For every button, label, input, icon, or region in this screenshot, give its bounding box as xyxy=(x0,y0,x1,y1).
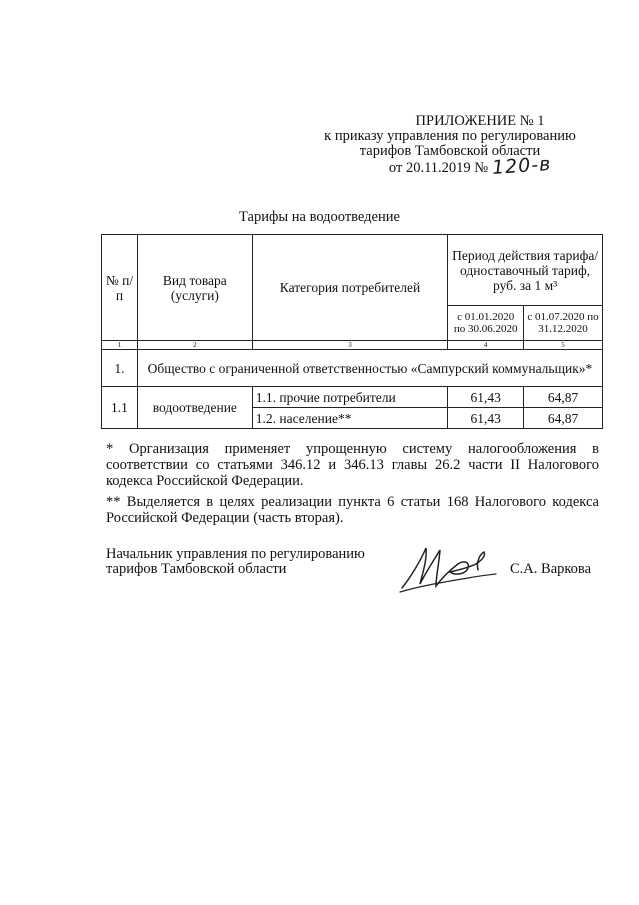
order-reference: к приказу управления по регулированию xyxy=(324,128,576,144)
signatory-name: С.А. Варкова xyxy=(510,561,592,577)
header-number: № п/п xyxy=(102,235,138,341)
footnote: * Организация применяет упрощенную систему налогообложения в соответствии со статьями 346.12 и 346.13 главы 26.2 части II Налогового кодекса Российской Федерации. xyxy=(106,441,599,489)
organization-name: Общество с ограниченной ответственностью «Сампурский коммунальщик»* xyxy=(137,350,602,387)
signatory-position xyxy=(106,547,366,577)
column-index: 2 xyxy=(137,341,252,350)
header-product: Вид товара (услуги) xyxy=(137,235,252,341)
order-date-line xyxy=(300,152,600,180)
handwritten-order-number: 120-в xyxy=(491,152,552,180)
tariff-value: 61,43 xyxy=(448,408,524,429)
table-row xyxy=(102,387,603,408)
column-index: 1 xyxy=(102,341,138,350)
header-category: Категория потребителей xyxy=(252,235,447,341)
appendix-title: ПРИЛОЖЕНИЕ № 1 xyxy=(415,113,545,129)
tariff-value: 64,87 xyxy=(524,387,603,408)
column-index-row xyxy=(102,341,603,350)
column-index: 4 xyxy=(448,341,524,350)
document-title: Тарифы на водоотведение xyxy=(239,209,400,225)
column-index: 3 xyxy=(252,341,447,350)
position-line: тарифов Тамбовской области xyxy=(106,561,287,577)
consumer-category: 1.2. население** xyxy=(252,408,447,429)
appendix-header xyxy=(300,113,600,180)
table-header-row xyxy=(102,235,603,306)
organization-number: 1. xyxy=(102,350,138,387)
tariff-value: 64,87 xyxy=(524,408,603,429)
item-number: 1.1 xyxy=(102,387,138,429)
column-index: 5 xyxy=(524,341,603,350)
tariff-table xyxy=(101,234,603,429)
authority-name: тарифов Тамбовской области xyxy=(359,143,541,159)
header-period: Период действия тарифа/одноставочный тариф, руб. за 1 м³ xyxy=(448,235,603,306)
tariff-value: 61,43 xyxy=(448,387,524,408)
position-line: Начальник управления по регулированию xyxy=(106,546,365,562)
header-period-2: с 01.07.2020 по 31.12.2020 xyxy=(524,306,603,341)
order-date: от 20.11.2019 № xyxy=(388,160,489,176)
footnote: ** Выделяется в целях реализации пункта 6 статьи 168 Налогового кодекса Российской Федерации (часть вторая). xyxy=(106,494,599,526)
header-period-1: с 01.01.2020 по 30.06.2020 xyxy=(448,306,524,341)
consumer-category: 1.1. прочие потребители xyxy=(252,387,447,408)
item-product: водоотведение xyxy=(137,387,252,429)
organization-row xyxy=(102,350,603,387)
footnotes xyxy=(106,441,599,531)
handwritten-signature xyxy=(396,542,501,598)
